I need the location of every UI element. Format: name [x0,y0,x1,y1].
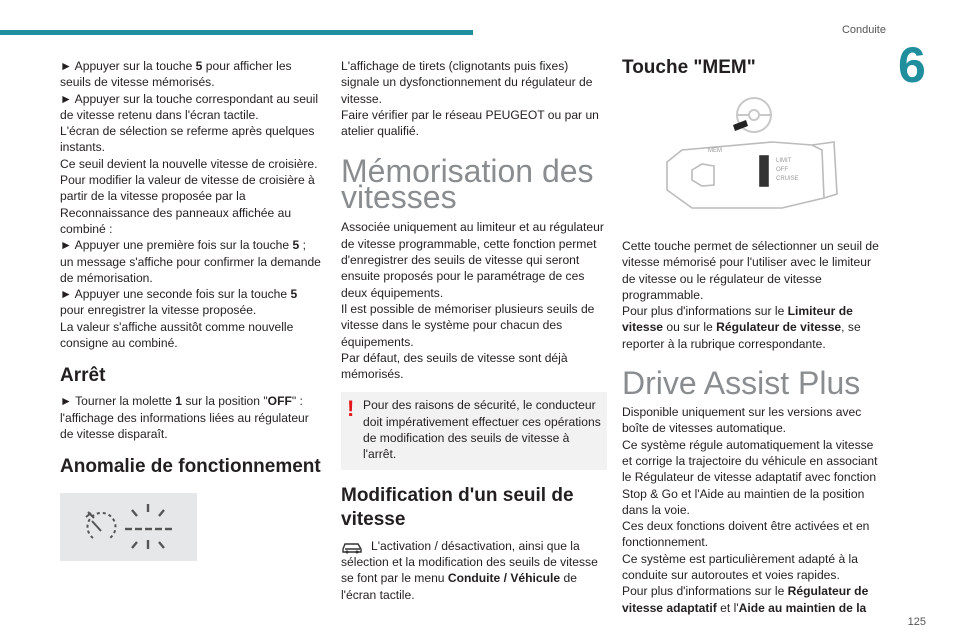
column-1 [60,58,322,561]
paragraph: Ces deux fonctions doivent être activées et en fonctionnement. [622,519,870,550]
speedometer-icon [86,512,116,538]
section-name: Conduite [841,24,886,36]
warning-box: ! Pour des raisons de sécurité, le conducteur doit impérativement effectuer ces opérations de modification des seuils de vitesse à l'arrêt. [341,392,607,469]
header-accent-bar [0,30,473,35]
paragraph: Disponible uniquement sur les versions avec boîte de vitesses automatique. [622,405,862,436]
warning-icon: ! [347,396,355,422]
control-stalk-icon [667,142,837,208]
cruise-label: CRUISE [776,176,799,182]
heading-modification: Modification d'un seuil de vitesse [341,484,574,530]
heading-memorisation: Mémorisation des vitesses [341,153,594,216]
heading-drive-assist: Drive Assist Plus [622,365,861,402]
paragraph: ► Appuyer sur la touche correspondant au seuil de vitesse retenu dans l'écran tactile. [60,91,319,122]
column-3 [622,56,884,616]
off-label: OFF [776,167,788,173]
mem-button-figure [662,90,842,218]
paragraph: Ce seuil devient la nouvelle vitesse de croisière. [60,156,318,171]
limit-label: LIMIT [776,158,792,164]
heading-anomalie: Anomalie de fonctionnement [60,456,321,478]
paragraph: Pour modifier la valeur de vitesse de croisière à partir de la vitesse proposée par la Reconnaissance des panneaux affichée au combiné : [60,173,315,236]
malfunction-figure [60,493,197,561]
paragraph: L'activation / désactivation, ainsi que la sélection et la modification des seuils de vitesse se font par le menu Conduite / Véhicule de l'écran tactile. [341,538,598,602]
paragraph: Associée uniquement au limiteur et au régulateur de vitesse programmable, cette fonction permet d'enregistrer des seuils de vitesse qui seront ensuite proposés pour le paramétrage de ces deux équipements. [341,220,604,300]
paragraph: ► Appuyer une seconde fois sur la touche 5 pour enregistrer la vitesse proposée. [60,287,298,318]
paragraph: Par défaut, des seuils de vitesse sont déjà mémorisés. [341,350,568,382]
paragraph: Cette touche permet de sélectionner un seuil de vitesse mémorisé pour l'utiliser avec le limiteur de vitesse ou le régulateur de vitesse programmable. [622,239,879,302]
paragraph: Il est possible de mémoriser plusieurs seuils de vitesse dans le système pour chacun des équipements. [341,301,595,349]
mem-label: MEM [708,148,722,154]
paragraph: ► Appuyer sur la touche 5 pour afficher les seuils de vitesse mémorisés. [60,59,292,90]
paragraph: La valeur s'affiche aussitôt comme nouvelle consigne au combiné. [60,319,294,351]
car-icon [341,540,363,554]
paragraph: Pour plus d'informations sur le Régulateur de vitesse adaptatif et l'Aide au maintien de la [622,584,869,615]
paragraph: L'affichage de tirets (clignotants puis fixes) signale un dysfonctionnement du régulateur de vitesse. [341,59,593,106]
chapter-number: 6 [898,37,926,93]
paragraph: Pour plus d'informations sur le Limiteur de vitesse ou sur le Régulateur de vitesse, se reporter à la rubrique correspondante. [622,304,861,351]
dash-display-icon [125,504,172,549]
paragraph: ► Appuyer une première fois sur la touche 5 ; un message s'affiche pour confirmer la demande de mémorisation. [60,238,321,285]
paragraph: L'écran de sélection se referme après quelques instants. [60,124,315,155]
heading-mem: Touche "MEM" [622,57,756,78]
paragraph: ► Tourner la molette 1 sur la position "OFF" : l'affichage des informations liées au régulateur de vitesse disparaît. [60,394,309,441]
heading-arret: Arrêt [60,365,106,387]
column-2 [341,58,607,603]
page-number: 125 [907,616,926,628]
paragraph: Faire vérifier par le réseau PEUGEOT ou par un atelier qualifié. [341,107,599,139]
paragraph: Ce système est particulièrement adapté à la conduite sur autoroutes et voies rapides. [622,551,858,583]
paragraph: Ce système régule automatiquement la vitesse et corrige la trajectoire du véhicule en associant le Régulateur de vitesse adaptatif avec fonction Stop & Go et l'Aide au maintien de la position dans la voie. [622,437,878,517]
